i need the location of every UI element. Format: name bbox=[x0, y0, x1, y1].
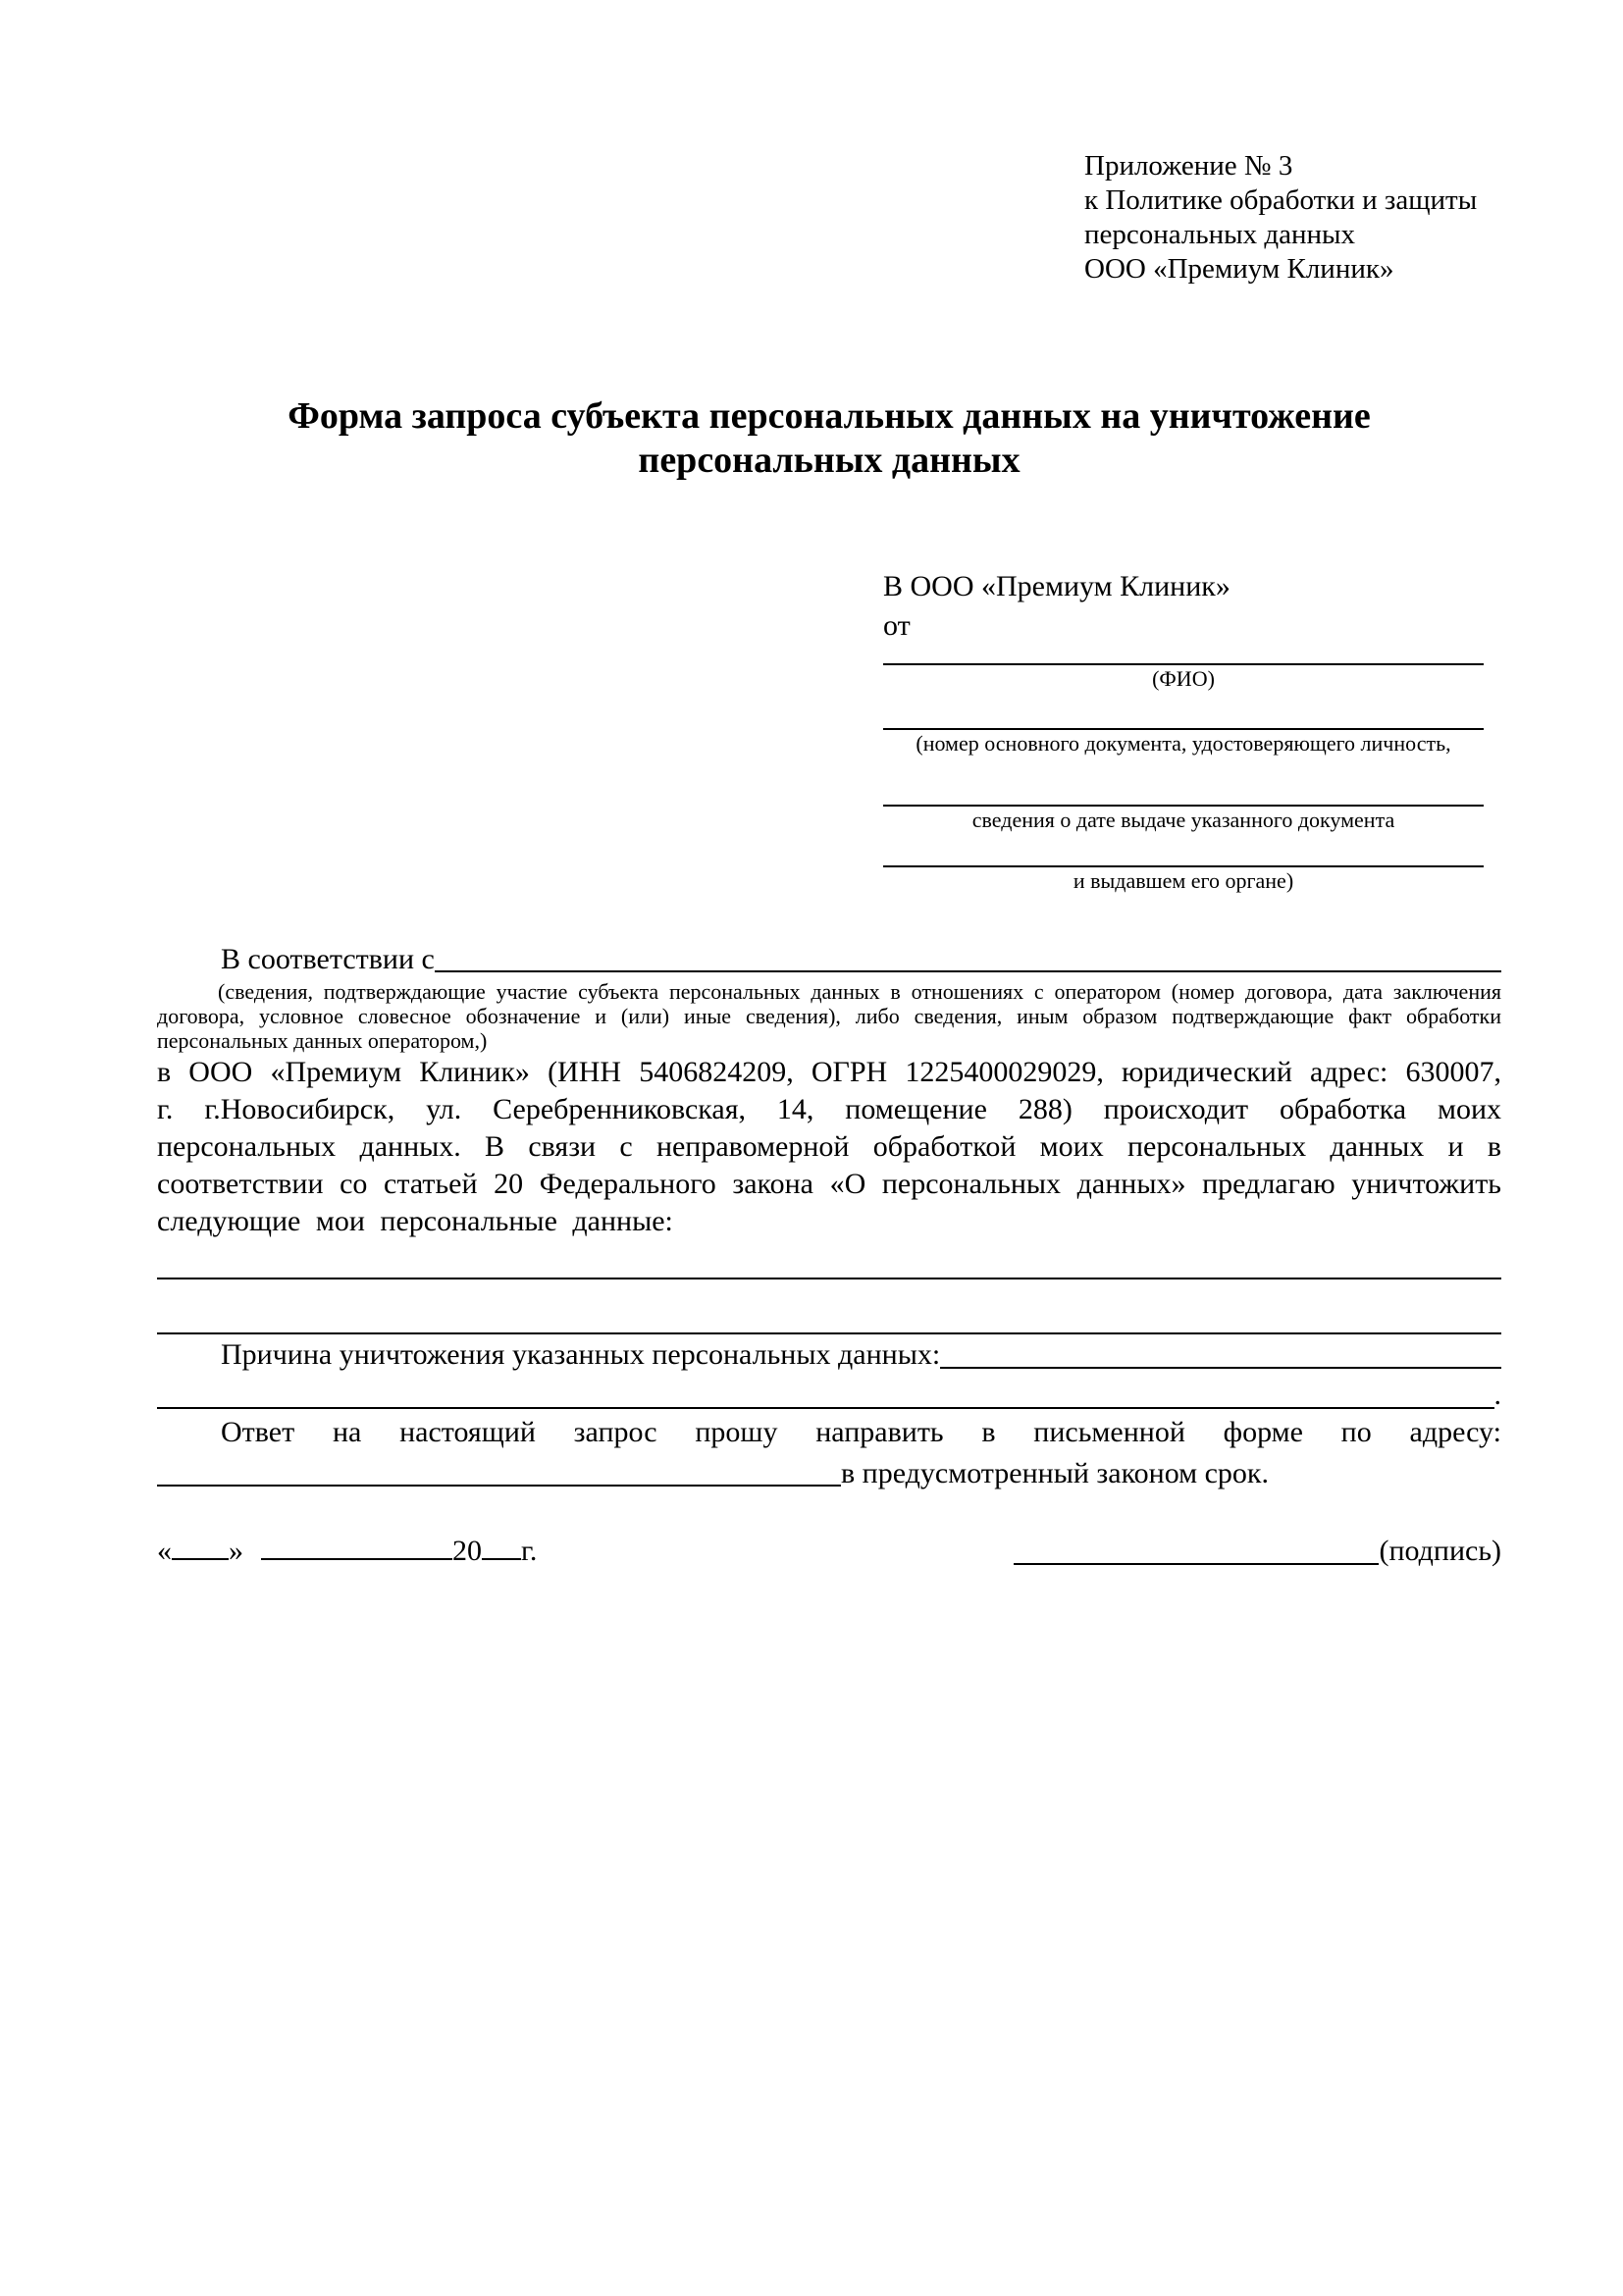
fio-field bbox=[883, 646, 1484, 692]
date-open-quote: « bbox=[157, 1535, 172, 1567]
date-month-blank[interactable] bbox=[261, 1554, 452, 1560]
fio-caption: (ФИО) bbox=[1152, 666, 1215, 691]
appendix-header-line: к Политике обработки и защиты bbox=[1084, 184, 1478, 216]
date-year-suffix: г. bbox=[521, 1535, 538, 1567]
signature-field bbox=[1014, 1531, 1501, 1572]
document-title bbox=[157, 394, 1501, 483]
issue-date-field bbox=[883, 757, 1484, 833]
issuing-authority-field bbox=[883, 833, 1484, 894]
accordance-note: (сведения, подтверждающие участие субъекта персональных данных в отношениях с оператором (номер договора, дата заключения договора, условное словесное обозначение и (или) иные сведения), либо сведения, иным образом подтверждающие факт обработки персональных данных оператором,) bbox=[157, 979, 1501, 1053]
issuing-authority-caption: и выдавшем его органе) bbox=[1073, 868, 1294, 893]
identity-document-blank[interactable] bbox=[883, 692, 1484, 730]
reason-row bbox=[157, 1334, 1501, 1376]
issuing-authority-blank[interactable] bbox=[883, 833, 1484, 867]
accordance-label: В соответствии с bbox=[221, 943, 435, 975]
reason-continuation-row bbox=[157, 1380, 1501, 1411]
reason-period: . bbox=[1493, 1379, 1501, 1411]
appendix-header-line: персональных данных bbox=[1084, 219, 1356, 250]
fio-blank[interactable] bbox=[883, 646, 1484, 665]
date-day-blank[interactable] bbox=[172, 1554, 229, 1560]
addressee-from-label: от bbox=[883, 609, 911, 642]
identity-document-field bbox=[883, 692, 1484, 757]
addressee-organization: В ООО «Премиум Клиник» bbox=[883, 570, 1230, 602]
signature-blank[interactable] bbox=[1014, 1532, 1379, 1565]
appendix-header-line: Приложение № 3 bbox=[1084, 150, 1293, 182]
appendix-header-line: ООО «Премиум Клиник» bbox=[1084, 253, 1394, 285]
addressee-block bbox=[883, 567, 1484, 894]
accordance-row bbox=[157, 940, 1501, 979]
date-year-blank[interactable] bbox=[482, 1554, 521, 1560]
date-signature-row bbox=[157, 1531, 1501, 1572]
appendix-header bbox=[1084, 149, 1477, 287]
response-request-line: Ответ на настоящий запрос прошу направить в письменной форме по адресу: bbox=[221, 1416, 1501, 1448]
reason-blank[interactable] bbox=[940, 1367, 1501, 1369]
date-year-prefix: 20 bbox=[452, 1535, 482, 1567]
issue-date-blank[interactable] bbox=[883, 757, 1484, 807]
accordance-blank[interactable] bbox=[435, 970, 1501, 972]
issue-date-caption: сведения о дате выдаче указанного документа bbox=[971, 808, 1395, 832]
response-address-blank[interactable] bbox=[157, 1455, 841, 1487]
response-request-tail: в предусмотренный законом срок. bbox=[841, 1457, 1269, 1489]
reason-label: Причина уничтожения указанных персональных данных: bbox=[221, 1338, 941, 1371]
date-field bbox=[157, 1531, 537, 1572]
reason-blank-2[interactable] bbox=[157, 1407, 1494, 1409]
personal-data-blank-line-1[interactable] bbox=[157, 1258, 1501, 1279]
document-title-line: персональных данных bbox=[638, 440, 1021, 481]
personal-data-blank-line-2[interactable] bbox=[157, 1311, 1501, 1334]
response-address-row bbox=[157, 1454, 1501, 1493]
identity-document-caption: (номер основного документа, удостоверяющего личность, bbox=[916, 731, 1451, 756]
document-title-line: Форма запроса субъекта персональных данных на уничтожение bbox=[288, 395, 1371, 437]
signature-caption: (подпись) bbox=[1379, 1535, 1501, 1567]
main-paragraph: в ООО «Премиум Клиник» (ИНН 5406824209, ОГРН 1225400029029, юридический адрес: 630007, г. г.Новосибирск, ул. Серебренниковская, 14, помещение 288) происходит обработка моих персональных данных. В связи с неправомерной обработкой моих персональных данных и в соответствии со статьей 20 Федерального закона «О персональных данных» предлагаю уничтожить следующие мои персональные данные: bbox=[157, 1056, 1501, 1237]
date-close-quote: » bbox=[229, 1535, 243, 1567]
